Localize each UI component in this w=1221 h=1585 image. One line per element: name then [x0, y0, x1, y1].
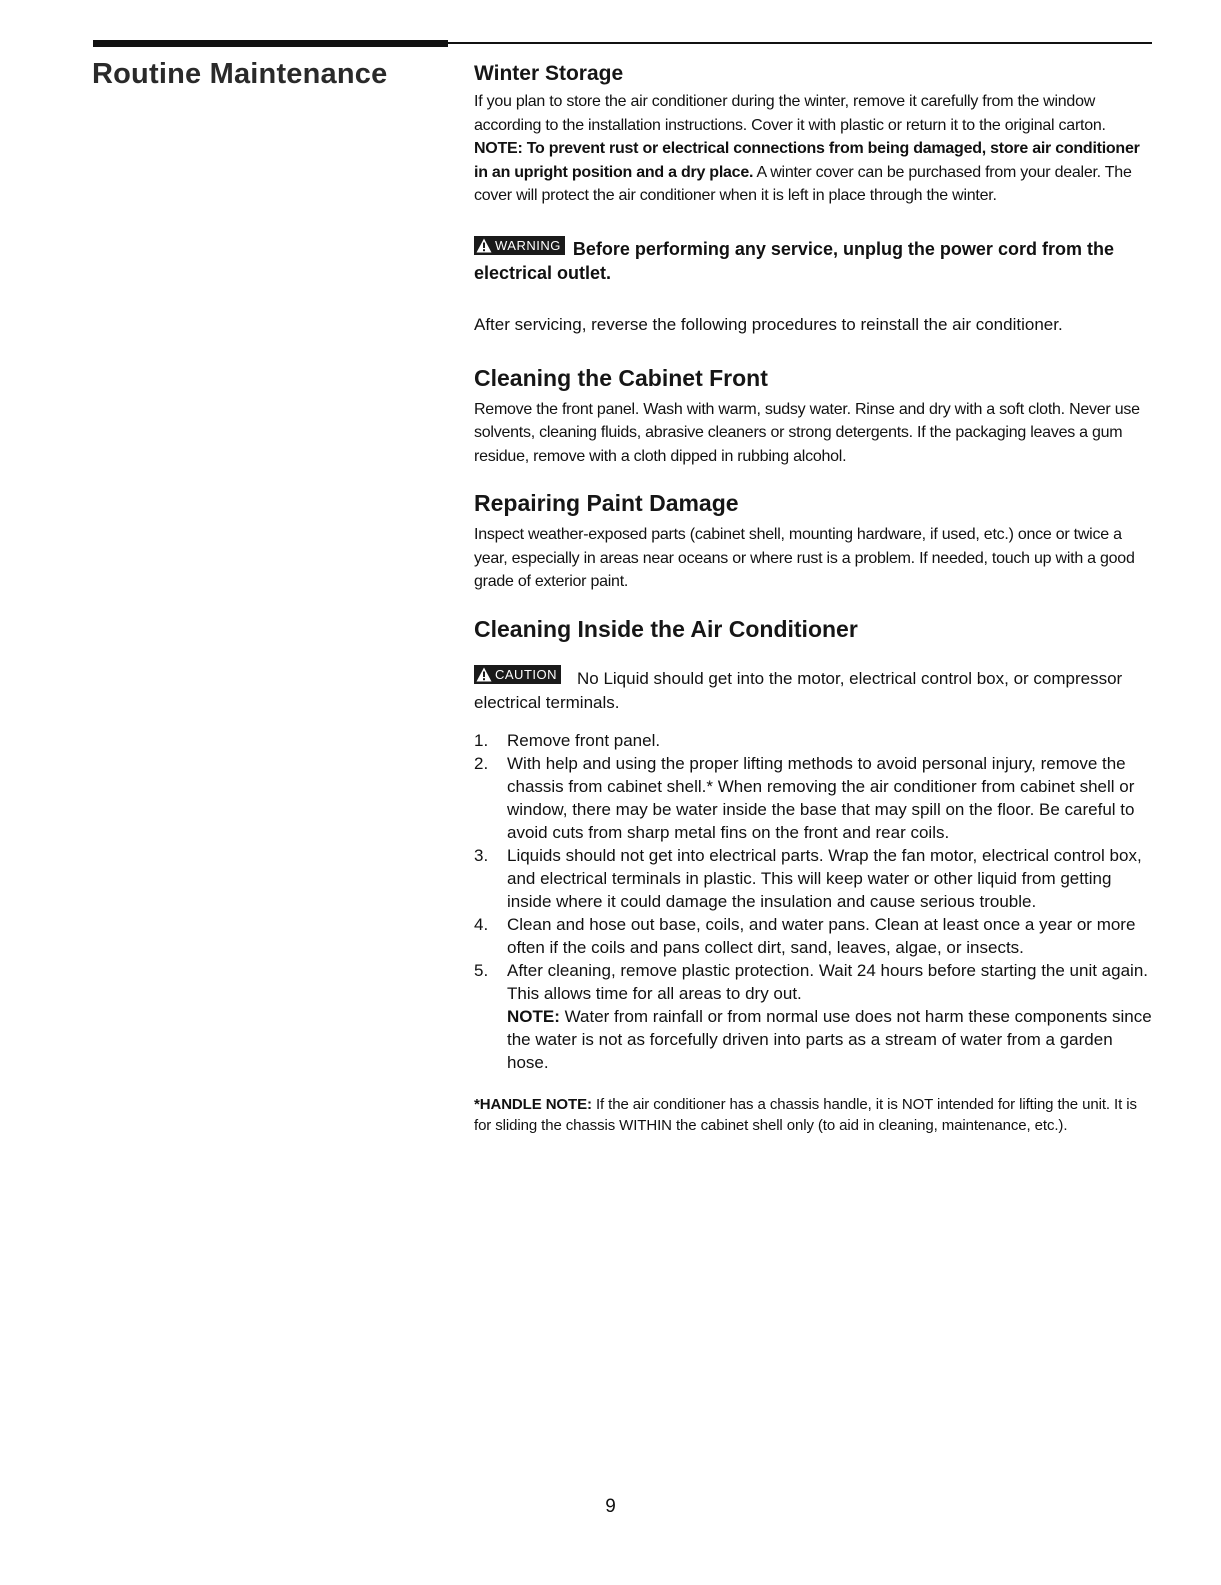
cleaning-steps-list — [474, 729, 1154, 1074]
winter-storage-note: NOTE: To prevent rust or electrical connections from being damaged, store air conditioner in an upright position and a dry place. — [474, 140, 1140, 181]
winter-storage-heading: Winter Storage — [474, 62, 624, 85]
winter-storage-paragraph — [474, 90, 1154, 208]
warning-text: Before performing any service, unplug the power cord from the electrical outlet. — [474, 238, 1114, 283]
after-servicing-text: After servicing, reverse the following procedures to reinstall the air conditioner. — [474, 314, 1063, 334]
section-title: Routine Maintenance — [92, 58, 388, 90]
paint-damage-text: Inspect weather-exposed parts (cabinet shell, mounting hardware, if used, etc.) once or twice a year, especially in areas near oceans or where rust is a problem. If needed, touch up with a good grade of exterior paint. — [474, 526, 1135, 590]
cleaning-inside-heading: Cleaning Inside the Air Conditioner — [474, 615, 858, 642]
header-rule-thin — [448, 42, 1152, 44]
step-5-note-label: NOTE: — [507, 1006, 560, 1026]
winter-storage-section — [474, 62, 1154, 208]
handle-note-text: If the air conditioner has a chassis handle, it is NOT intended for lifting the unit. It is for sliding the chassis WITHIN the cabinet shell only (to aid in cleaning, maintenance, etc.). — [474, 1095, 1137, 1134]
step-text: Liquids should not get into electrical parts. Wrap the fan motor, electrical control box, and electrical terminals in plastic. This will keep water or other liquid from getting inside where it could damage the insulation and cause serious trouble. — [507, 845, 1142, 911]
winter-storage-text-1: If you plan to store the air conditioner during the winter, remove it carefully from the window according to the installation instructions. Cover it with plastic or return it to the original carton. — [474, 93, 1106, 134]
step-text: After cleaning, remove plastic protection. Wait 24 hours before starting the unit again. This allows time for all areas to dry out. — [507, 960, 1148, 1003]
step-number: 2. — [474, 753, 489, 773]
paint-damage-heading: Repairing Paint Damage — [474, 490, 739, 516]
step-text: With help and using the proper lifting methods to avoid personal injury, remove the chassis from cabinet shell.* When removing the air conditioner from cabinet shell or window, there may be water inside the base that may spill on the floor. Be careful to avoid cuts from sharp metal fins on the front and rear coils. — [507, 753, 1135, 842]
step-number: 3. — [474, 845, 489, 865]
step-number: 1. — [474, 730, 489, 750]
step-5-note — [507, 1005, 1154, 1074]
step-text: Remove front panel. — [507, 730, 661, 750]
caution-badge — [474, 665, 561, 684]
main-content — [474, 62, 1154, 1137]
step-number: 4. — [474, 914, 489, 934]
paint-damage-section — [474, 490, 1154, 594]
list-item — [474, 844, 1154, 913]
list-item — [474, 752, 1154, 844]
step-5-note-text: Water from rainfall or from normal use does not harm these components since the water is not as forcefully driven into parts as a stream of water from a garden hose. — [507, 1006, 1152, 1072]
warning-triangle-icon — [476, 238, 492, 253]
caution-triangle-icon — [476, 667, 492, 682]
step-text: Clean and hose out base, coils, and water pans. Clean at least once a year or more often if the coils and pans collect dirt, sand, leaves, algae, or insects. — [507, 914, 1136, 957]
list-item — [474, 913, 1154, 959]
cleaning-front-text: Remove the front panel. Wash with warm, sudsy water. Rinse and dry with a soft cloth. Never use solvents, cleaning fluids, abrasive cleaners or strong detergents. If the packaging leaves a gum residue, remove with a cloth dipped in rubbing alcohol. — [474, 400, 1140, 465]
page-number: 9 — [605, 1496, 616, 1517]
caution-badge-label: CAUTION — [495, 666, 557, 682]
list-item — [474, 959, 1154, 1074]
warning-notice — [474, 236, 1154, 285]
cleaning-front-section — [474, 365, 1154, 469]
list-item — [474, 729, 1154, 752]
header-rule-thick — [93, 40, 448, 47]
warning-badge-label: WARNING — [495, 237, 561, 253]
cleaning-front-heading: Cleaning the Cabinet Front — [474, 364, 768, 391]
handle-note-label: *HANDLE NOTE: — [474, 1095, 592, 1113]
warning-badge — [474, 236, 565, 255]
handle-note — [474, 1094, 1154, 1137]
caution-text: No Liquid should get into the motor, electrical control box, or compressor electrical terminals. — [474, 668, 1123, 712]
caution-notice — [474, 665, 1154, 715]
winter-storage-text-2: A winter cover can be purchased from your dealer. The cover will protect the air conditioner when it is left in place through the winter. — [474, 163, 1132, 204]
step-number: 5. — [474, 960, 489, 980]
cleaning-inside-section — [474, 616, 1154, 1074]
